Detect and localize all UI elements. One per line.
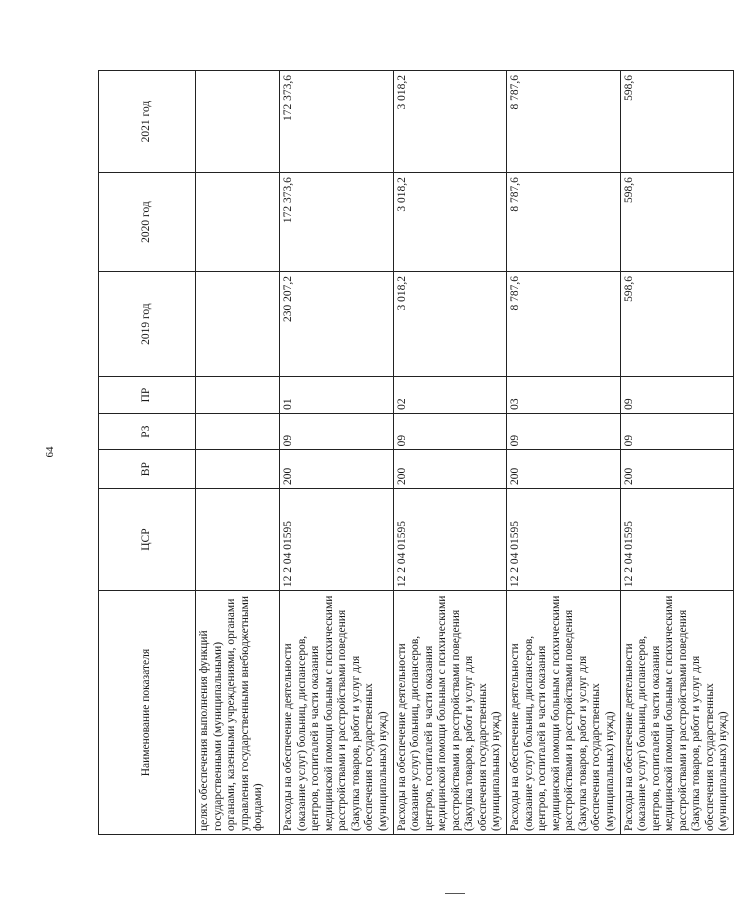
- cell-vr: [196, 450, 280, 489]
- cell-name: Расходы на обеспечение деятельности (оказание услуг) больниц, диспансеров, центров, госпиталей в части оказания медицинской помощи больным с психическими расстройствами и расстройствами поведения (Закупка товаров, работ и услуг для обеспечения государственных (муниципальных) нужд): [280, 591, 394, 835]
- cell-csr: 12 2 04 01595: [620, 489, 734, 591]
- cell-rz: 09: [393, 413, 507, 450]
- cell-vr: 200: [507, 450, 621, 489]
- cell-name: Расходы на обеспечение деятельности (оказание услуг) больниц, диспансеров, центров, госпиталей в части оказания медицинской помощи больным с психическими расстройствами и расстройствами поведения (Закупка товаров, работ и услуг для обеспечения государственных (муниципальных) нужд): [393, 591, 507, 835]
- table-row: [507, 71, 621, 835]
- cell-csr: 12 2 04 01595: [507, 489, 621, 591]
- cell-pr: 03: [507, 377, 621, 414]
- cell-2021: 598,6: [620, 71, 734, 173]
- table-row: [393, 71, 507, 835]
- page-number: 64: [44, 446, 56, 458]
- header-vr: ВР: [99, 450, 196, 489]
- header-2021: 2021 год: [99, 71, 196, 173]
- cell-2020: 3 018,2: [393, 173, 507, 272]
- table-row-continuation: [196, 71, 280, 835]
- cell-pr: 09: [620, 377, 734, 414]
- cell-2019: [196, 271, 280, 376]
- cell-name: Расходы на обеспечение деятельности (оказание услуг) больниц, диспансеров, центров, госпиталей в части оказания медицинской помощи больным с психическими расстройствами и расстройствами поведения (Закупка товаров, работ и услуг для обеспечения государственных (муниципальных) нужд): [507, 591, 621, 835]
- header-name: Наименование показателя: [99, 591, 196, 835]
- cell-2021: 8 787,6: [507, 71, 621, 173]
- cell-2020: 172 373,6: [280, 173, 394, 272]
- cell-name: целях обеспечения выполнения функций государственными (муниципальными) органами, казенными учреждениями, органами управления государственными внебюджетными фондами): [196, 591, 280, 835]
- cell-vr: 200: [280, 450, 394, 489]
- cell-csr: 12 2 04 01595: [393, 489, 507, 591]
- cell-2019: 8 787,6: [507, 271, 621, 376]
- cell-2019: 3 018,2: [393, 271, 507, 376]
- header-rz: РЗ: [99, 413, 196, 450]
- cell-2020: 598,6: [620, 173, 734, 272]
- cell-name: Расходы на обеспечение деятельности (оказание услуг) больниц, диспансеров, центров, госпиталей в части оказания медицинской помощи больным с психическими расстройствами и расстройствами поведения (Закупка товаров, работ и услуг для обеспечения государственных (муниципальных) нужд): [620, 591, 734, 835]
- cell-2019: 230 207,2: [280, 271, 394, 376]
- cell-csr: [196, 489, 280, 591]
- cell-rz: 09: [280, 413, 394, 450]
- header-row: [99, 71, 196, 835]
- cell-2021: 172 373,6: [280, 71, 394, 173]
- cell-2019: 598,6: [620, 271, 734, 376]
- cell-2020: [196, 173, 280, 272]
- table-row: [620, 71, 734, 835]
- scan-mark: [445, 893, 465, 894]
- cell-rz: 09: [620, 413, 734, 450]
- cell-2021: 3 018,2: [393, 71, 507, 173]
- cell-pr: 02: [393, 377, 507, 414]
- header-2019: 2019 год: [99, 271, 196, 376]
- header-2020: 2020 год: [99, 173, 196, 272]
- header-pr: ПР: [99, 377, 196, 414]
- cell-rz: 09: [507, 413, 621, 450]
- header-csr: ЦСР: [99, 489, 196, 591]
- cell-pr: [196, 377, 280, 414]
- cell-csr: 12 2 04 01595: [280, 489, 394, 591]
- cell-rz: [196, 413, 280, 450]
- cell-vr: 200: [393, 450, 507, 489]
- cell-2021: [196, 71, 280, 173]
- table-row: [280, 71, 394, 835]
- cell-vr: 200: [620, 450, 734, 489]
- cell-pr: 01: [280, 377, 394, 414]
- cell-2020: 8 787,6: [507, 173, 621, 272]
- budget-table: [98, 70, 734, 835]
